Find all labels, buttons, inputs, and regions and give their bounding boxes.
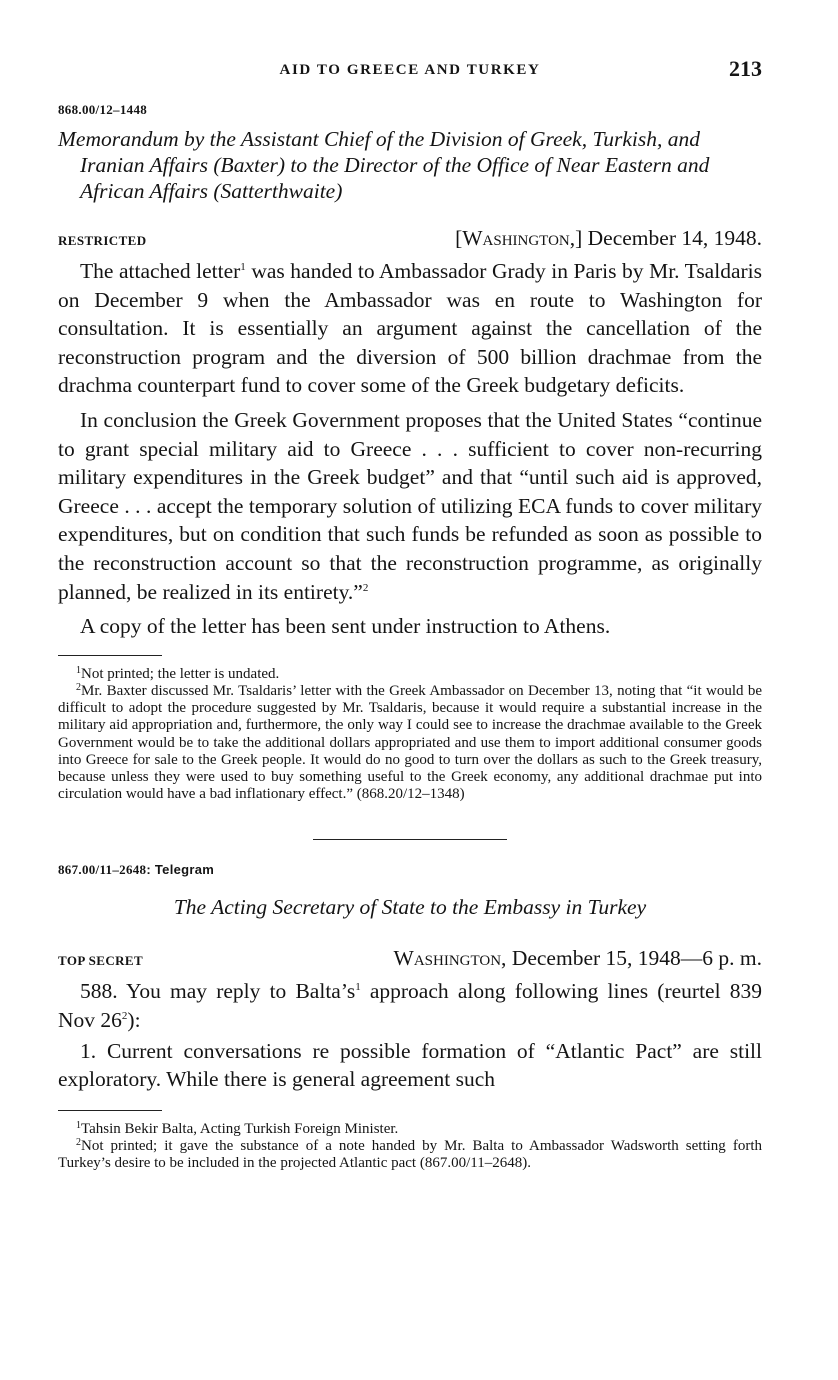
date: December 14, 1948.: [587, 226, 762, 250]
footnotes: [58, 1121, 762, 1173]
footnote-marker: 1: [355, 981, 361, 994]
classification-label: RESTRICTED: [58, 233, 147, 248]
running-head-title: AID TO GREECE AND TURKEY: [279, 62, 541, 78]
place: [Washington,]: [455, 226, 583, 250]
footnote-marker: 1: [240, 261, 246, 273]
footnote-text: Not printed; it gave the substance of a note handed by Mr. Balta to Ambassador Wadsworth setting forth Turkey’s desire to be included in the projected Atlantic pact (867.00/11–2648).: [58, 1137, 762, 1172]
paragraph-text: In conclusion the Greek Government proposes that the United States “continue to grant special military aid to Greece . . . sufficient to cover non-recurring military expenditures in the Greek budget” and that “until such aid is approved, Greece . . . accept the temporary solution of utilizing ECA funds to cover military expenditures, but on condition that such funds be refunded as soon as possible to the reconstruction account so that the reconstruction programme, as originally planned, be realized in its entirety.”: [58, 407, 762, 604]
paragraph-text: was handed to Ambassador Grady in Paris by Mr. Tsaldaris on December 9 when the Ambassador was en route to Washington for consultation. It is essentially an argument against the cancellation of the reconstruction program and the diversion of 500 billion drachmae from the drachma counterpart fund to cover some of the Greek budgetary deficits.: [58, 259, 762, 398]
footnote: [58, 1138, 762, 1172]
body-paragraph: A copy of the letter has been sent under instruction to Athens.: [80, 614, 611, 639]
footnotes: [58, 666, 762, 804]
file-ref-number: 867.00/11–2648: [58, 862, 147, 878]
file-reference: 868.00/12–1448: [58, 102, 148, 117]
document-telegram: [58, 862, 762, 1172]
paragraph-text: approach along following lines (reurtel 839 Nov 26: [58, 979, 762, 1032]
footnote-mark: 1: [76, 1119, 81, 1131]
file-ref-type: : Telegram: [146, 862, 215, 878]
footnote: [58, 1121, 762, 1138]
footnote-mark: 2: [76, 681, 81, 693]
paragraph-text: ):: [127, 1007, 141, 1032]
place-and-date: [455, 226, 762, 251]
place-and-date: [394, 946, 762, 971]
classification-label: TOP SECRET: [58, 953, 144, 969]
dateline: [58, 226, 762, 251]
body-paragraph: [58, 257, 762, 400]
paragraph-text: 588. You may reply to Balta’s: [80, 979, 356, 1004]
body-paragraph: [58, 406, 762, 606]
footnote-text: Not printed; the letter is undated.: [81, 665, 280, 682]
page-number: 213: [729, 56, 762, 81]
footnote-text: Mr. Baxter discussed Mr. Tsaldaris’ letter with the Greek Ambassador on December 13, noting that “it would be difficult to adopt the procedure suggested by Mr. Tsaldaris, because it would require a substantial increase in the military aid appropriation and, furthermore, the only way I could see to increase the drachmae available to the Greek Government would be to take the additional dollars appropriated and use them to import additional consumer goods into Greece for sale to the Greek people. It would do no good to turn over the dollars as such to the Greek treasury, because unless they were used to buy something useful to the Greek economy, any additional drachmae put into circulation would have a bad inflationary effect.” (868.20/12–1348): [58, 682, 762, 803]
body-paragraph: [58, 977, 762, 1034]
footnote: [58, 666, 762, 683]
document-memorandum: [58, 102, 762, 803]
date: December 15, 1948—6 p. m.: [511, 946, 762, 971]
dateline: [58, 946, 762, 971]
file-reference: [58, 862, 762, 878]
footnote-rule: [58, 655, 162, 656]
footnote-marker: 2: [121, 1009, 128, 1022]
document-page: [58, 52, 762, 1172]
paragraph-text: The attached letter: [80, 259, 241, 283]
footnote-text: Tahsin Bekir Balta, Acting Turkish Foreign Minister.: [81, 1120, 399, 1137]
document-title: Memorandum by the Assistant Chief of the Division of Greek, Turkish, and Iranian Affairs (Baxter) to the Director of the Office of Near Eastern and African Affairs (Satterthwaite): [58, 127, 710, 203]
footnote-mark: 1: [76, 664, 81, 676]
running-head: [58, 52, 762, 88]
section-divider: [313, 839, 507, 840]
footnote-mark: 2: [76, 1136, 81, 1148]
footnote: [58, 683, 762, 803]
document-title: The Acting Secretary of State to the Embassy in Turkey: [173, 895, 647, 920]
body-paragraph: 1. Current conversations re possible formation of “Atlantic Pact” are still exploratory. While there is general agreement such: [58, 1038, 762, 1092]
footnote-marker: 2: [362, 581, 369, 594]
footnote-rule: [58, 1110, 162, 1111]
place: Washington,: [393, 946, 507, 971]
